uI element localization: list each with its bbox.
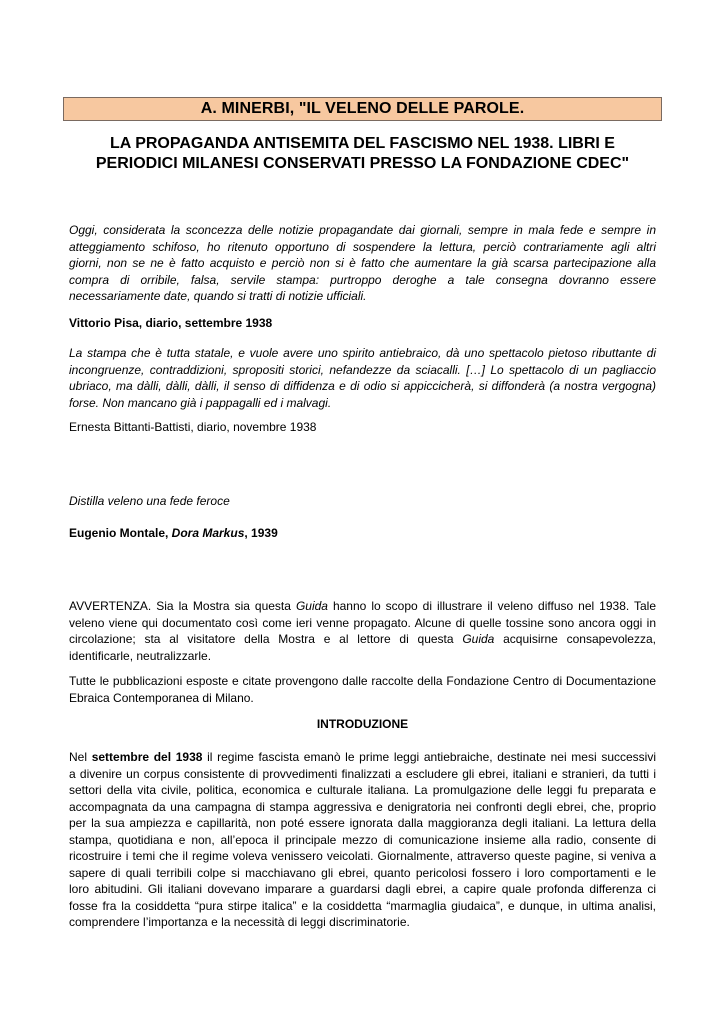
- quote-line: incongruenze, contraddizioni, spropositi storici, nefandezze da sciacalli. […] Lo spettacolo di un pagliaccio: [69, 362, 656, 377]
- date-emphasis: settembre del 1938: [91, 750, 203, 764]
- quote-line: atteggiamento schifoso, ho ritenuto opportuno di sospendere la lettura, perciò contrariamente agli altri: [69, 239, 656, 254]
- paragraph-line: Tutte le pubblicazioni esposte e citate provengono dalle raccolte della Fondazione Centro di Documentazione: [69, 674, 656, 688]
- paragraph-line: Ebraica Contemporanea di Milano.: [69, 690, 254, 705]
- quote-line: forse. Non mancano già i pappagalli ed i malvagi.: [69, 395, 332, 410]
- paragraph-line: sapere di quali terribili colpe si macchiavano gli ebrei, quanto pericolosi fossero i loro comportamenti e le: [69, 865, 656, 880]
- paragraph-line: per la sua ampiezza e capillarità, non poté essere ignorata dalla maggioranza degli italiani. La lettura della: [69, 816, 656, 830]
- paragraph-line: [69, 631, 656, 648]
- quote-line: Oggi, considerata la sconcezza delle notizie propagandate dai giornali, sempre in mala fede e sempre in: [69, 223, 656, 237]
- paragraph-line: fosse fra la cosiddetta “pura stirpe italica” e la cosiddetta “marmaglia giudaica”, e dunque, in ultima analisi,: [69, 898, 656, 913]
- text-segment: acquisirne consapevolezza,: [494, 632, 656, 646]
- quote-line: necessariamente date, quando si tratti di notizie ufficiali.: [69, 289, 367, 303]
- guida-emphasis: Guida: [462, 632, 495, 646]
- attribution-pisa: Vittorio Pisa, diario, settembre 1938: [69, 316, 273, 330]
- text-segment: Nel: [69, 750, 92, 764]
- quote-line: compra di orribile, falsa, servile stampa: purtroppo deroghe a tale consegna dovranno essere: [69, 272, 656, 287]
- paragraph-line: veleno viene qui documentato così come ieri venne propagato. Alcune di quelle tossine sono ancora oggi in: [69, 615, 656, 630]
- subtitle-line: PERIODICI MILANESI CONSERVATI PRESSO LA FONDAZIONE CDEC": [95, 155, 630, 172]
- paragraph-line: comprendere l’importanza e la necessità di leggi discriminatorie.: [69, 915, 410, 929]
- document-subtitle: [63, 134, 662, 174]
- text-segment: AVVERTENZA. Sia la Mostra sia questa: [69, 599, 296, 613]
- subtitle-line: LA PROPAGANDA ANTISEMITA DEL FASCISMO NEL 1938. LIBRI E: [110, 135, 615, 152]
- paragraph-line: accompagnata da una campagna di stampa aggressiva e denigratoria nei confronti degli ebrei, che, proprio: [69, 799, 656, 814]
- introduzione-paragraph: [69, 749, 656, 931]
- section-heading-introduzione: INTRODUZIONE: [316, 717, 409, 731]
- paragraph-line: ricostruire i temi che il regime voleva venissero veicolati. Giornalmente, attraverso queste pagine, si veniva a: [69, 849, 656, 863]
- text-segment: il regime fascista emanò le prime leggi antiebraiche, destinate nei mesi successivi: [202, 750, 656, 764]
- quote-line: ubriaco, ma dàlli, dàlli, dàlli, il senso di diffidenza e di odio si appiccicherà, si diffonderà (a nostra vergogna): [69, 379, 656, 393]
- provenance-paragraph: [69, 673, 656, 706]
- paragraph-line: a divenire un corpus consistente di provvedimenti finalizzati a escludere gli ebrei, italiani e stranieri, da tutti i: [69, 766, 656, 781]
- attribution-work: Dora Markus: [171, 526, 245, 540]
- document-title: [63, 97, 662, 121]
- attribution-bittanti: Ernesta Bittanti-Battisti, diario, novembre 1938: [69, 420, 317, 434]
- quote-line: La stampa che è tutta statale, e vuole avere uno spirito antiebraico, dà uno spettacolo pietoso ributtante di: [69, 346, 656, 360]
- paragraph-line: [69, 598, 656, 615]
- text-segment: circolazione; sta al visitatore della Mostra e al lettore di questa: [69, 632, 463, 646]
- paragraph-line: [69, 749, 656, 766]
- quote-line: giorni, non se ne è fatto acquisto e perciò non si è fatto che aumentare la già scarsa partecipazione alla: [69, 256, 656, 270]
- epigraph-quote-montale: Distilla veleno una fede feroce: [69, 494, 230, 508]
- attribution-montale: [69, 525, 656, 542]
- paragraph-line: identificarle, neutralizzarle.: [69, 648, 212, 663]
- attribution-author: Eugenio Montale,: [69, 526, 172, 540]
- paragraph-line: settori della vita civile, politica, economica e culturale italiana. La promulgazione delle leggi fu preparata e: [69, 783, 656, 797]
- paragraph-line: stampa, quotidiana e non, all’epoca il principale mezzo di comunicazione insieme alla radio, consente di: [69, 832, 656, 847]
- guida-emphasis: Guida: [295, 599, 328, 613]
- epigraph-quote-bittanti: [69, 345, 656, 411]
- document-title-text: A. MINERBI, "IL VELENO DELLE PAROLE.: [200, 100, 525, 117]
- avvertenza-paragraph: [69, 598, 656, 664]
- paragraph-line: loro abitudini. Gli italiani dovevano imparare a guardarsi dagli ebrei, a capire quale profonda differenza ci: [69, 882, 656, 896]
- attribution-year: , 1939: [244, 526, 278, 540]
- epigraph-quote-pisa: [69, 222, 656, 305]
- text-segment: hanno lo scopo di illustrare il veleno diffuso nel 1938. Tale: [327, 599, 656, 613]
